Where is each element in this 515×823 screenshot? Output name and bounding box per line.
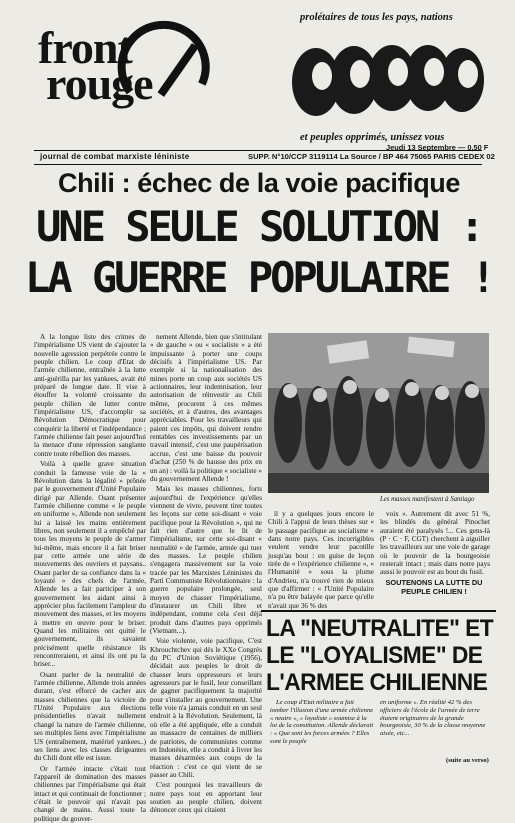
- issue-price: 0,50 F: [467, 143, 489, 152]
- boxed-article-headline: [266, 615, 494, 696]
- photo-caption: Les masses manifestent à Santiago: [380, 496, 475, 503]
- hammer-handle: [158, 43, 199, 97]
- paragraph: Voilà à quelle grave situation conduit la fameuse voie de la « Révolution dans la légalité » prônée par le gouvernement d'Unité Populaire dirigé par Allende. Osant présenter l'armée chilienne comme « le peuple en uniforme », Allende non seulement lui a laissé les mains entièrement libres, non seulement il a empêché par tous les moyens le peuple de s'armer lui-même, mais encore il a fait briser par cette armée une série de mouvements des ouvriers et paysans.. Osant parler de sa confiance dans la « loyauté » des chefs de l'armée, Allende les a fait participer à son gouvernement les aidant ainsi à apprécier plus facilement l'ampleur du mouvement des masses, et les moyens à mettre en œuvre pour le briser. Quand les militaires ont quitté le gouvernement, ils savaient précisément quelle résistance ils rencontreraient, et ainsi ils ont pu la briser...: [34, 460, 146, 669]
- box-text-left: Le coup d'Etat militaire a fait tomber l'illusion d'une armée chilienne « neutre », « loyaliste » soumise à la loi de la constitution. Allende déclarait : « Que sont les forces armées ? Elles sont le peuple: [270, 699, 374, 745]
- logo-line-rouge: rouge: [46, 58, 153, 109]
- publication-info: SUPP. N°10/CCP 3119114 La Source / BP 464 75065 PARIS CEDEX 02: [248, 152, 495, 161]
- demonstration-photo: [268, 333, 489, 493]
- hammer-sickle-emblem: [110, 22, 220, 122]
- paragraph: C'est pourquoi les travailleurs de notre pays tout en apportant leur soutien au peuple chilien, doivent dénoncer ceux qui citaient: [150, 781, 262, 815]
- marx-engels-lenin-stalin-mao-portraits: [286, 22, 486, 134]
- paragraph: Mais les masses chiliennes, forts aujourd'hui de l'expérience qu'elles viennent de vivre, peuvent tirer toutes les leçons sur cette soi-disant « voie pacifique pour la Révolution », qui ne fait rien d'autre que le lit de l'impérialisme, sur cette soi-disant « neutralité » de l'armée, armée qui tuer des masses. Le peuple chilien s'engagera massivement sur la voie tracée par les Marxistes Léninistes du Parti Communiste Révolutionnaire : la guerre populaire prolongée, seul moyen de chasser l'impérialisme, d'instaurer un Chili libre et indépendant, comme cela s'est déjà produit dans d'autres pays opprimés (Vietnam...).: [150, 485, 262, 636]
- paragraph: Voie violente, voie pacifique, C'est Khrouchtchev qui dès le XXe Congrès du PC d'Union Soviétique (1956), décidait aux peuples le droit de chasser leurs oppresseurs et leurs agresseurs par le fusil, leur conseillant de gagner pacifiquement la majorité pour s'installer au gouvernement. Une telle voie n'a jamais conduit en un seul endroit à la Révolution. Seulement, là où elle a été appliquée, elle a conduit au massacre de centaines de milliers de patriotes, de communistes comme en Indonésie, elle a conduit à livrer les masses désarmées aux coups de la réaction : c'est ce qui vient de se passer au Chili.: [150, 637, 262, 779]
- paragraph: Or l'armée intacte c'était tout l'appareil de domination des masses chiliennes par l'impérialisme qui était intact et qui continuait de fonctionner ; c'était le pouvoir qui n'avait pas changé de mains. Aussi toute la politique du gouver-: [34, 764, 146, 823]
- main-headline-line2: LA GUERRE POPULAIRE !: [24, 253, 493, 302]
- article-column-2: [150, 333, 262, 815]
- kicker-headline: Chili : échec de la voie pacifique: [57, 168, 461, 198]
- continued-note: (suite au verso): [446, 757, 489, 764]
- slogan-bottom: et peuples opprimés, unissez vous: [300, 132, 445, 143]
- article-column-4: [380, 510, 490, 577]
- main-headline-line1: UNE SEULE SOLUTION :: [36, 202, 482, 251]
- article-column-1: [34, 333, 146, 823]
- slogan-top: prolétaires de tous les pays, nations: [300, 12, 453, 23]
- paragraph: A la longue liste des crimes de l'impérialisme US vient de s'ajouter la nouvelle agression perpétrée contre le peuple chilien. Le coup d'Etat de l'armée chilienne, entraînée à la lutte anti-guérilla par les yankees, avait été préparé de longue date. Il vise à étouffer la volonté croissante du peuple chilien de lutter contre l'impérialisme US, d'accomplir sa Révolution Démocratique pour conquérir la liberté et l'indépendance ; l'armée chilienne fait peser aujourd'hui la menace d'une répression sanglante contre toute rébellion des masses.: [34, 333, 146, 458]
- journal-tagline: journal de combat marxiste léniniste: [40, 152, 190, 161]
- box-headline-line1: LA "NEUTRALITE" ET: [266, 615, 494, 642]
- issue-date: Jeudi 13 Septembre: [386, 143, 456, 152]
- crowd-image: [268, 333, 489, 493]
- solidarity-slogan: SOUTENONS LA LUTTE DU PEUPLE CHILIEN !: [385, 578, 483, 596]
- paragraph: Osant parler de la neutralité de l'armée chilienne, Allende trois années durant, s'est efforcé de cacher aux masses chiliennes que la victoire de l'Unité Populaire aux élections présidentielles n'avait nullement changé la nature de l'armée chilienne, ses multiples liens avec l'impérialisme US (entraînement, matériel yankees..) ses liens avec les classes dirigeantes du Chili dont elle est issue.: [34, 670, 146, 763]
- box-headline-line2: LE "LOYALISME" DE: [266, 642, 483, 669]
- paragraph: il y a quelques jours encore le Chili à l'appui de leurs thèses sur « le passage pacifique au socialisme » dans notre pays. Ces incorrigibles veulent vendre leur pacotille jusqu'au bout : en guise de leçon tirée de « l'expérience chilienne », « l'Humanité » sous la plume d'Andrieu, n'a trouvé rien de mieux que d'affirmer : « l'Unité Populaire n'a pu être balayée que parce qu'elle n'avait que 36 % des: [268, 510, 374, 610]
- issue-date-price: Jeudi 13 Septembre — 0,50 F: [386, 143, 489, 152]
- article-column-3: [268, 510, 374, 610]
- box-text-right: en uniforme ». En réalité 42 % des officiers de l'école de l'armée de terre étaient originaires de la grande bourgeoisie, 30 % de la classe moyenne aisée, etc...: [380, 699, 486, 738]
- sickle-shape: [122, 25, 206, 92]
- box-headline-line3: L'ARMEE CHILIENNE: [266, 669, 488, 696]
- paragraph: nement Allende, bien que s'intitulant « de gauche » ou « socialiste » a été impuissante à porter une coups décisifs à l'impérialisme US. Par exemple si la nationalisation des mines porte un coup aux sociétés US actionnaires, leur indemnisation, leur autorisation de réinvestir au Chili même, procurent à ces mêmes sociétés, et à d'autres, des avantages appréciables. Pour les travailleurs qui paient ces impôts, qui doivent rendre rentables ces investissements par un travail intensif, c'est une paupérisation accrue, c'est une baisse du pouvoir d'achat (250 % de hausse des prix en un an) : voilà la politique « socialiste » du gouvernement Allende !: [150, 333, 262, 483]
- paragraph: voix ». Autrement dit avec 51 %, les blindés du général Pinochet auraient été paralysés !... Ces gens-là (P · C · F, CGT) cherchent à aiguiller les travailleurs sur une voie de garage où le pouvoir de la bourgeoisie resterait intact ; mais dans notre pays aussi le pouvoir est au bout du fusil.: [380, 510, 490, 577]
- logo-line-front: front: [38, 22, 132, 73]
